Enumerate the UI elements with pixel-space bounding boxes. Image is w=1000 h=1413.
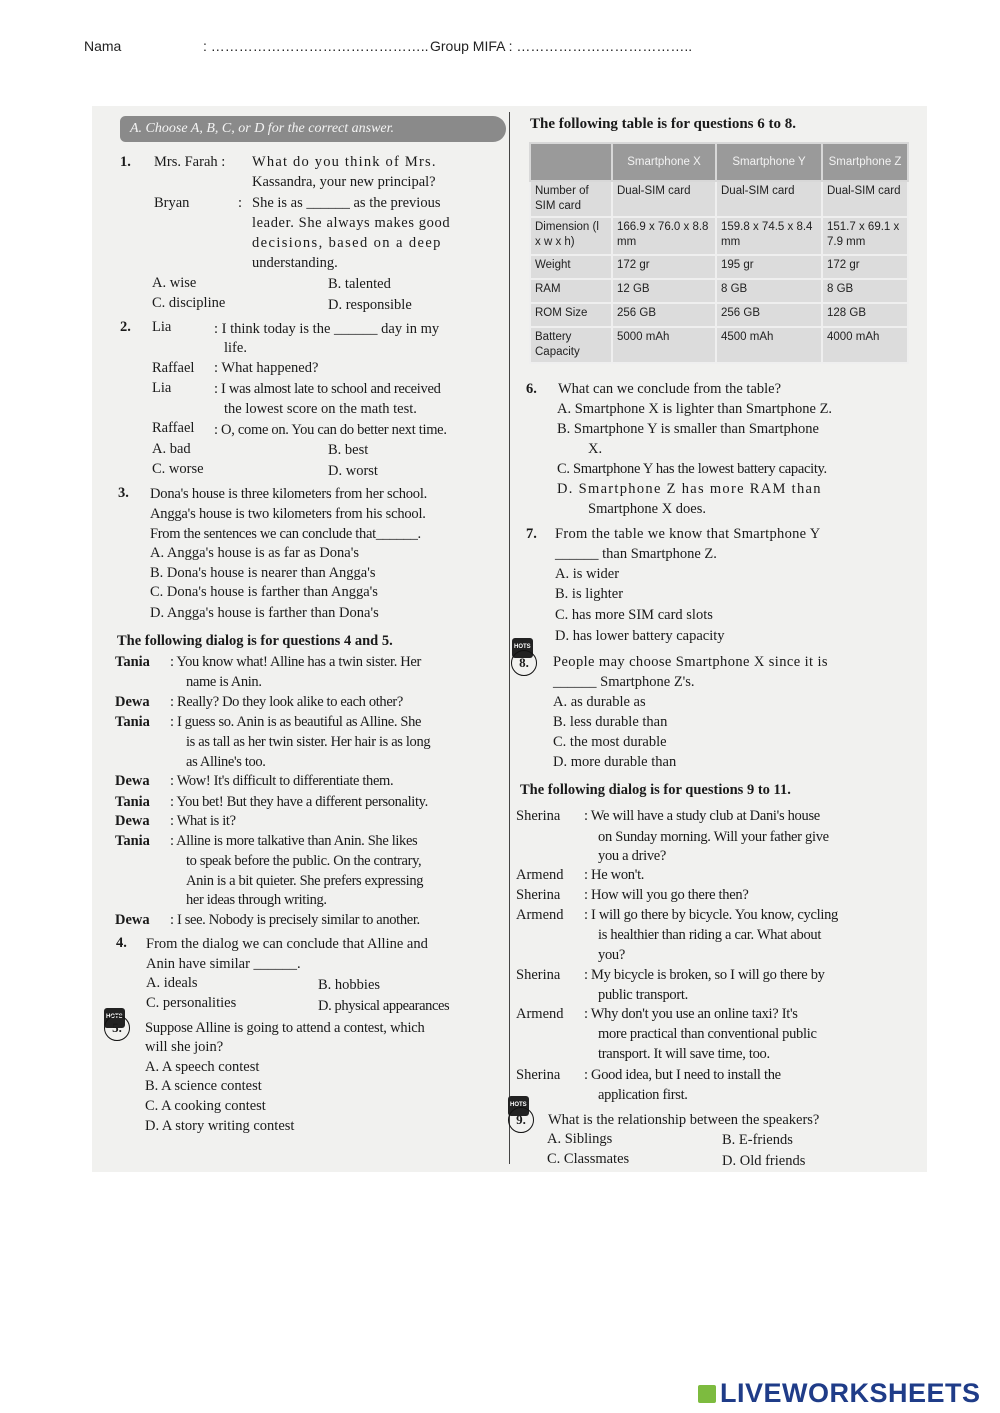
dialog45-text: : Alline is more talkative than Anin. She likes <box>170 833 418 849</box>
q3-option-a[interactable]: A. Angga's house is as far as Dona's <box>150 545 359 561</box>
table-row <box>530 327 908 363</box>
q8-option-b[interactable]: B. less durable than <box>553 714 668 730</box>
dialog45-speaker: Dewa <box>115 773 150 789</box>
table-cell: Dual-SIM card <box>716 181 822 217</box>
dialog45-text: as Alline's too. <box>186 754 266 770</box>
table-cell: 172 gr <box>612 255 716 279</box>
q1-option-c[interactable]: C. discipline <box>152 295 226 311</box>
dialog911-text: : He won't. <box>584 867 645 883</box>
q7-line1: From the table we know that Smartphone Y <box>555 526 821 542</box>
q5-option-b[interactable]: B. A science contest <box>145 1078 262 1094</box>
table-cell: 12 GB <box>612 279 716 303</box>
q6-number: 6. <box>526 381 537 397</box>
q5-hots-tag: HOTS <box>104 1008 125 1028</box>
q1-line2: Kassandra, your new principal? <box>252 174 436 190</box>
q1-colon: : <box>238 195 243 211</box>
q1-line5: decisions, based on a deep <box>252 235 442 251</box>
table-cell: 128 GB <box>822 303 908 327</box>
dialog911-text: on Sunday morning. Will your father give <box>598 829 829 845</box>
q1-line3: She is as ______ as the previous <box>252 195 441 211</box>
q4-line2: Anin have similar ______. <box>146 956 301 972</box>
q6-option-a[interactable]: A. Smartphone X is lighter than Smartphone Z. <box>557 401 833 417</box>
section-a-title: A. Choose A, B, C, or D for the correct answer. <box>120 116 506 142</box>
q2-option-b[interactable]: B. best <box>328 442 369 458</box>
dialog911-text: you? <box>598 947 625 963</box>
table-cell: 256 GB <box>716 303 822 327</box>
q2-number: 2. <box>120 319 131 335</box>
q3-option-b[interactable]: B. Dona's house is nearer than Angga's <box>150 565 376 581</box>
q1-number: 1. <box>120 154 131 170</box>
dialog45-text: : I guess so. Anin is as beautiful as Alline. She <box>170 714 422 730</box>
dialog45-speaker: Tania <box>115 714 150 730</box>
q1-speaker1: Mrs. Farah : <box>154 154 226 170</box>
q9-option-c[interactable]: C. Classmates <box>547 1151 630 1167</box>
q7-option-a[interactable]: A. is wider <box>555 566 620 582</box>
dialog911-text: : How will you go there then? <box>584 887 749 903</box>
q1-line6: understanding. <box>252 255 338 271</box>
dialog911-text: : My bicycle is broken, so I will go there by <box>584 967 825 983</box>
q3-line2: Angga's house is two kilometers from his school. <box>150 506 426 522</box>
table-row <box>530 255 908 279</box>
dialog911-text: : We will have a study club at Dani's house <box>584 808 820 824</box>
table-header-y: Smartphone Y <box>716 143 822 181</box>
dialog45-speaker: Tania <box>115 833 150 849</box>
q2-line3: : What happened? <box>214 360 319 376</box>
dialog911-speaker: Sherina <box>516 967 561 983</box>
q8-option-a[interactable]: A. as durable as <box>553 694 646 710</box>
q3-line3: From the sentences we can conclude that______. <box>150 526 421 542</box>
table-cell: 5000 mAh <box>612 327 716 363</box>
q1-option-a[interactable]: A. wise <box>152 275 197 291</box>
dialog45-text: to speak before the public. On the contrary, <box>186 853 422 869</box>
dialog911-title: The following dialog is for questions 9 to 11. <box>520 782 791 798</box>
q7-option-b[interactable]: B. is lighter <box>555 586 624 602</box>
table-cell: 8 GB <box>822 279 908 303</box>
dialog45-text: : Wow! It's difficult to differentiate them. <box>170 773 394 789</box>
q5-line2: will she join? <box>145 1039 224 1055</box>
dialog45-text: her ideas through writing. <box>186 892 327 908</box>
dialog911-speaker: Sherina <box>516 1067 561 1083</box>
q8-line2: ______ Smartphone Z's. <box>553 674 695 690</box>
dialog45-text: : What is it? <box>170 813 236 829</box>
q6-option-b-cont: X. <box>588 441 603 457</box>
table-cell: 195 gr <box>716 255 822 279</box>
q1-option-d[interactable]: D. responsible <box>328 297 412 313</box>
q8-hots-tag: HOTS <box>512 638 533 658</box>
q4-option-a[interactable]: A. ideals <box>146 975 198 991</box>
q3-line1: Dona's house is three kilometers from her school. <box>150 486 428 502</box>
dialog45-speaker: Dewa <box>115 813 150 829</box>
q4-option-b[interactable]: B. hobbies <box>318 977 381 993</box>
q2-line6: : O, come on. You can do better next time. <box>214 422 447 438</box>
table-row-label: Number of SIM card <box>530 181 612 217</box>
table-cell: 172 gr <box>822 255 908 279</box>
q2-option-c[interactable]: C. worse <box>152 461 204 477</box>
dialog911-text: transport. It will save time, too. <box>598 1046 770 1062</box>
table-cell: 4000 mAh <box>822 327 908 363</box>
smartphone-table <box>529 142 909 364</box>
q7-number: 7. <box>526 526 537 542</box>
q9-number: 9. <box>508 1107 534 1133</box>
q9-option-d[interactable]: D. Old friends <box>722 1153 806 1169</box>
table-cell: 8 GB <box>716 279 822 303</box>
dialog45-text: : Really? Do they look alike to each other? <box>170 694 403 710</box>
dialog911-text: : Good idea, but I need to install the <box>584 1067 781 1083</box>
q2-line5: the lowest score on the math test. <box>224 401 417 417</box>
q4-number: 4. <box>116 935 127 951</box>
q5-number: 5. <box>104 1015 130 1041</box>
dialog911-text: : Why don't you use an online taxi? It's <box>584 1006 798 1022</box>
dialog911-speaker: Armend <box>516 907 564 923</box>
q1-line4: leader. She always makes good <box>252 215 451 231</box>
q2-line4: : I was almost late to school and received <box>214 381 441 397</box>
dialog911-text: is healthier than riding a car. What about <box>598 927 822 943</box>
q4-option-d[interactable]: D. physical appearances <box>318 998 450 1014</box>
table-cell: Dual-SIM card <box>822 181 908 217</box>
q1-option-b[interactable]: B. talented <box>328 276 391 292</box>
dialog911-speaker: Armend <box>516 867 564 883</box>
table-title: The following table is for questions 6 to 8. <box>530 116 796 132</box>
q6-option-c[interactable]: C. Smartphone Y has the lowest battery capacity. <box>557 461 827 477</box>
dialog45-speaker: Tania <box>115 794 150 810</box>
table-cell: 151.7 x 69.1 x 7.9 mm <box>822 217 908 255</box>
q9-hots-tag: HOTS <box>508 1096 529 1116</box>
q3-number: 3. <box>118 485 129 501</box>
table-cell: Dual-SIM card <box>612 181 716 217</box>
dialog911-text: : I will go there by bicycle. You know, cycling <box>584 907 838 923</box>
q2-line1: : I think today is the ______ day in my <box>214 321 440 337</box>
q3-option-c[interactable]: C. Dona's house is farther than Angga's <box>150 584 378 600</box>
table-cell: 256 GB <box>612 303 716 327</box>
q2-line2: life. <box>224 340 247 356</box>
logo-icon <box>698 1385 716 1403</box>
q4-line1: From the dialog we can conclude that Alline and <box>146 936 428 952</box>
q5-line1: Suppose Alline is going to attend a contest, which <box>145 1020 425 1036</box>
table-row-label: Weight <box>530 255 612 279</box>
table-row-label: Battery Capacity <box>530 327 612 363</box>
q2-speaker1: Lia <box>152 319 172 335</box>
table-header-corner <box>530 143 612 181</box>
q6-option-d[interactable]: D. Smartphone Z has more RAM than <box>557 481 822 497</box>
q7-option-c[interactable]: C. has more SIM card slots <box>555 607 713 623</box>
q8-option-c[interactable]: C. the most durable <box>553 734 667 750</box>
column-divider <box>509 112 510 1164</box>
dialog45-text: name is Anin. <box>186 674 262 690</box>
dialog911-text: application first. <box>598 1087 688 1103</box>
table-row <box>530 181 908 217</box>
table-cell: 4500 mAh <box>716 327 822 363</box>
q8-line1: People may choose Smartphone X since it is <box>553 654 828 670</box>
group-label[interactable]: Group MIFA : ……………………………….. <box>430 38 693 54</box>
dialog911-speaker: Armend <box>516 1006 564 1022</box>
q2-speaker2: Raffael <box>152 360 195 376</box>
liveworksheets-logo[interactable] <box>698 1378 981 1409</box>
table-row-label: ROM Size <box>530 303 612 327</box>
q6-option-d-cont: Smartphone X does. <box>588 501 706 517</box>
q3-option-d[interactable]: D. Angga's house is farther than Dona's <box>150 605 379 621</box>
q9-line1: What is the relationship between the speakers? <box>548 1112 820 1128</box>
table-cell: 166.9 x 76.0 x 8.8 mm <box>612 217 716 255</box>
dialog911-speaker: Sherina <box>516 887 561 903</box>
q7-option-d[interactable]: D. has lower battery capacity <box>555 628 725 644</box>
q1-line1: What do you think of Mrs. <box>252 154 437 170</box>
table-row-label: RAM <box>530 279 612 303</box>
table-row <box>530 217 908 255</box>
q2-speaker3: Lia <box>152 380 172 396</box>
dialog911-text: more practical than conventional public <box>598 1026 817 1042</box>
dialog45-text: : I see. Nobody is precisely similar to another. <box>170 912 420 928</box>
dialog911-speaker: Sherina <box>516 808 561 824</box>
q9-option-b[interactable]: B. E-friends <box>722 1132 793 1148</box>
dialog45-speaker: Dewa <box>115 694 150 710</box>
logo-text: LIVEWORKSHEETS <box>720 1378 981 1408</box>
q6-option-b[interactable]: B. Smartphone Y is smaller than Smartphone <box>557 421 819 437</box>
q7-line2: ______ than Smartphone Z. <box>555 546 717 562</box>
q8-number: 8. <box>511 650 537 676</box>
dialog45-text: : You bet! But they have a different personality. <box>170 794 428 810</box>
q2-option-d[interactable]: D. worst <box>328 463 378 479</box>
table-header-z: Smartphone Z <box>822 143 908 181</box>
dialog45-text: Anin is a bit quieter. She prefers expressing <box>186 873 424 889</box>
dialog45-text: is as tall as her twin sister. Her hair is as long <box>186 734 431 750</box>
q5-option-d[interactable]: D. A story writing contest <box>145 1118 295 1134</box>
dialog911-text: you a drive? <box>598 848 667 864</box>
name-blank[interactable]: : ……………………………………….. <box>203 38 429 54</box>
dialog45-title: The following dialog is for questions 4 and 5. <box>117 633 393 649</box>
dialog45-speaker: Tania <box>115 654 150 670</box>
name-label: Nama <box>84 38 122 54</box>
q4-option-c[interactable]: C. personalities <box>146 995 237 1011</box>
dialog45-text: : You know what! Alline has a twin sister. Her <box>170 654 421 670</box>
table-body <box>530 181 908 363</box>
q9-option-a[interactable]: A. Siblings <box>547 1131 613 1147</box>
q8-option-d[interactable]: D. more durable than <box>553 754 677 770</box>
dialog45-speaker: Dewa <box>115 912 150 928</box>
q2-speaker4: Raffael <box>152 420 195 436</box>
table-cell: 159.8 x 74.5 x 8.4 mm <box>716 217 822 255</box>
table-header-x: Smartphone X <box>612 143 716 181</box>
q6-line1: What can we conclude from the table? <box>558 381 782 397</box>
table-row <box>530 279 908 303</box>
q2-option-a[interactable]: A. bad <box>152 441 191 457</box>
table-row-label: Dimension (l x w x h) <box>530 217 612 255</box>
q5-option-a[interactable]: A. A speech contest <box>145 1059 260 1075</box>
q1-speaker2: Bryan <box>154 195 190 211</box>
q5-option-c[interactable]: C. A cooking contest <box>145 1098 266 1114</box>
dialog911-text: public transport. <box>598 987 688 1003</box>
table-row <box>530 303 908 327</box>
